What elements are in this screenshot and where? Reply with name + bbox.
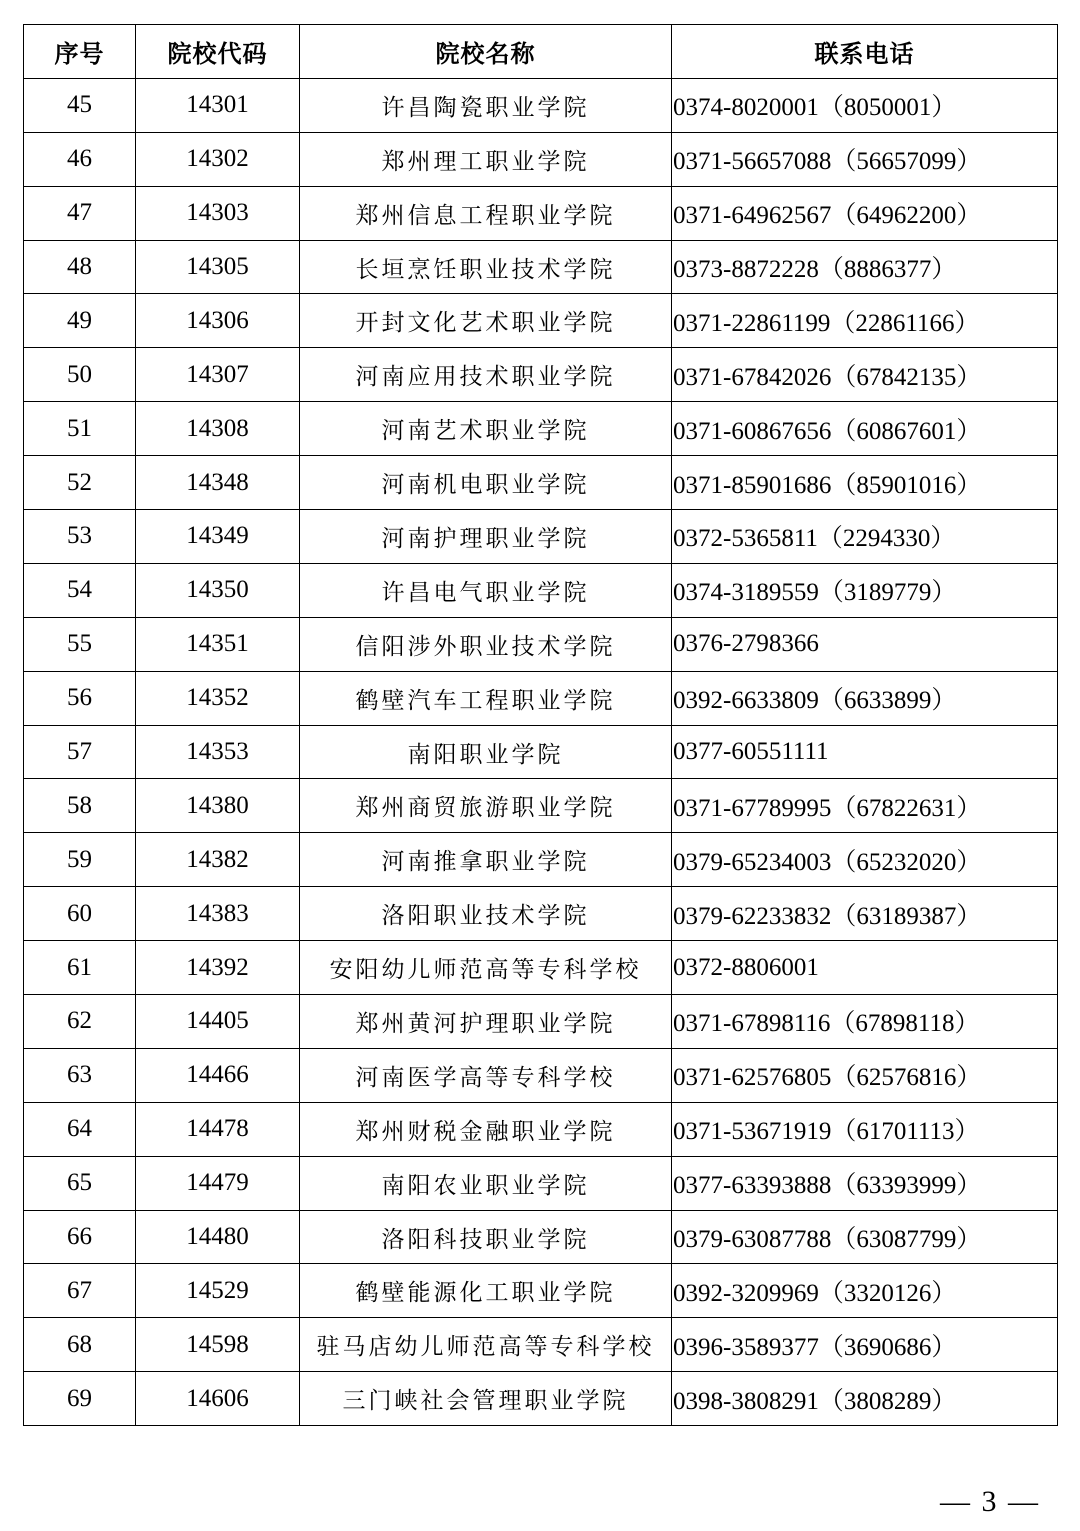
cell-seq: 62: [24, 995, 136, 1049]
cell-phone: 0371-53671919（61701113）: [672, 1102, 1058, 1156]
table-row: [24, 617, 1058, 671]
cell-name: 郑州商贸旅游职业学院: [300, 779, 672, 833]
cell-name: 河南艺术职业学院: [300, 402, 672, 456]
cell-name: 郑州理工职业学院: [300, 132, 672, 186]
cell-code: 14478: [136, 1102, 300, 1156]
cell-phone: 0371-22861199（22861166）: [672, 294, 1058, 348]
table-row: [24, 456, 1058, 510]
table-row: [24, 402, 1058, 456]
cell-phone: 0374-8020001（8050001）: [672, 78, 1058, 132]
table-row: [24, 1318, 1058, 1372]
cell-code: 14353: [136, 725, 300, 779]
table-row: [24, 1156, 1058, 1210]
table-row: [24, 1210, 1058, 1264]
cell-phone: 0396-3589377（3690686）: [672, 1318, 1058, 1372]
cell-seq: 48: [24, 240, 136, 294]
cell-code: 14466: [136, 1048, 300, 1102]
cell-phone: 0371-67842026（67842135）: [672, 348, 1058, 402]
cell-code: 14383: [136, 887, 300, 941]
table-header-row: [24, 25, 1058, 79]
cell-name: 许昌电气职业学院: [300, 563, 672, 617]
cell-phone: 0373-8872228（8886377）: [672, 240, 1058, 294]
cell-code: 14392: [136, 941, 300, 995]
cell-name: 河南推拿职业学院: [300, 833, 672, 887]
cell-code: 14303: [136, 186, 300, 240]
cell-phone: 0376-2798366: [672, 617, 1058, 671]
cell-name: 驻马店幼儿师范高等专科学校: [300, 1318, 672, 1372]
cell-phone: 0371-67898116（67898118）: [672, 995, 1058, 1049]
cell-code: 14302: [136, 132, 300, 186]
table-row: [24, 1372, 1058, 1426]
cell-name: 洛阳科技职业学院: [300, 1210, 672, 1264]
cell-name: 安阳幼儿师范高等专科学校: [300, 941, 672, 995]
cell-seq: 63: [24, 1048, 136, 1102]
cell-name: 鹤壁能源化工职业学院: [300, 1264, 672, 1318]
table-row: [24, 833, 1058, 887]
cell-name: 信阳涉外职业技术学院: [300, 617, 672, 671]
cell-code: 14380: [136, 779, 300, 833]
cell-name: 郑州财税金融职业学院: [300, 1102, 672, 1156]
cell-code: 14349: [136, 510, 300, 564]
cell-phone: 0372-8806001: [672, 941, 1058, 995]
cell-phone: 0372-5365811（2294330）: [672, 510, 1058, 564]
cell-code: 14352: [136, 671, 300, 725]
cell-code: 14307: [136, 348, 300, 402]
header-seq: 序号: [24, 25, 136, 79]
cell-name: 开封文化艺术职业学院: [300, 294, 672, 348]
cell-seq: 67: [24, 1264, 136, 1318]
cell-seq: 52: [24, 456, 136, 510]
cell-name: 河南护理职业学院: [300, 510, 672, 564]
cell-phone: 0379-62233832（63189387）: [672, 887, 1058, 941]
table-body: [24, 78, 1058, 1425]
cell-name: 南阳职业学院: [300, 725, 672, 779]
cell-seq: 51: [24, 402, 136, 456]
cell-phone: 0377-60551111: [672, 725, 1058, 779]
table-row: [24, 78, 1058, 132]
cell-phone: 0374-3189559（3189779）: [672, 563, 1058, 617]
cell-seq: 54: [24, 563, 136, 617]
cell-seq: 60: [24, 887, 136, 941]
cell-seq: 59: [24, 833, 136, 887]
table-row: [24, 887, 1058, 941]
cell-seq: 53: [24, 510, 136, 564]
cell-phone: 0371-85901686（85901016）: [672, 456, 1058, 510]
cell-phone: 0392-6633809（6633899）: [672, 671, 1058, 725]
cell-name: 郑州黄河护理职业学院: [300, 995, 672, 1049]
page-number: — 3 —: [940, 1485, 1040, 1518]
header-code: 院校代码: [136, 25, 300, 79]
cell-name: 三门峡社会管理职业学院: [300, 1372, 672, 1426]
cell-phone: 0371-64962567（64962200）: [672, 186, 1058, 240]
cell-code: 14350: [136, 563, 300, 617]
header-name: 院校名称: [300, 25, 672, 79]
cell-code: 14479: [136, 1156, 300, 1210]
cell-phone: 0379-63087788（63087799）: [672, 1210, 1058, 1264]
table-row: [24, 348, 1058, 402]
table-row: [24, 941, 1058, 995]
cell-name: 河南应用技术职业学院: [300, 348, 672, 402]
cell-code: 14351: [136, 617, 300, 671]
cell-phone: 0371-60867656（60867601）: [672, 402, 1058, 456]
cell-name: 洛阳职业技术学院: [300, 887, 672, 941]
header-phone: 联系电话: [672, 25, 1058, 79]
cell-seq: 46: [24, 132, 136, 186]
school-contact-table-container: [23, 24, 1057, 1426]
cell-name: 南阳农业职业学院: [300, 1156, 672, 1210]
cell-seq: 68: [24, 1318, 136, 1372]
cell-seq: 65: [24, 1156, 136, 1210]
cell-code: 14606: [136, 1372, 300, 1426]
cell-code: 14598: [136, 1318, 300, 1372]
cell-phone: 0398-3808291（3808289）: [672, 1372, 1058, 1426]
cell-phone: 0379-65234003（65232020）: [672, 833, 1058, 887]
table-row: [24, 132, 1058, 186]
cell-seq: 61: [24, 941, 136, 995]
cell-seq: 58: [24, 779, 136, 833]
cell-seq: 55: [24, 617, 136, 671]
cell-seq: 69: [24, 1372, 136, 1426]
table-row: [24, 240, 1058, 294]
cell-code: 14405: [136, 995, 300, 1049]
cell-seq: 56: [24, 671, 136, 725]
cell-phone: 0371-56657088（56657099）: [672, 132, 1058, 186]
cell-phone: 0371-67789995（67822631）: [672, 779, 1058, 833]
cell-code: 14382: [136, 833, 300, 887]
cell-seq: 50: [24, 348, 136, 402]
cell-code: 14348: [136, 456, 300, 510]
cell-seq: 57: [24, 725, 136, 779]
school-contact-table: [23, 24, 1058, 1426]
cell-code: 14529: [136, 1264, 300, 1318]
cell-seq: 49: [24, 294, 136, 348]
table-row: [24, 510, 1058, 564]
table-row: [24, 186, 1058, 240]
cell-code: 14308: [136, 402, 300, 456]
cell-code: 14306: [136, 294, 300, 348]
cell-name: 河南机电职业学院: [300, 456, 672, 510]
cell-phone: 0371-62576805（62576816）: [672, 1048, 1058, 1102]
cell-name: 河南医学高等专科学校: [300, 1048, 672, 1102]
cell-name: 长垣烹饪职业技术学院: [300, 240, 672, 294]
table-row: [24, 294, 1058, 348]
table-row: [24, 995, 1058, 1049]
table-row: [24, 725, 1058, 779]
table-row: [24, 779, 1058, 833]
cell-seq: 66: [24, 1210, 136, 1264]
cell-code: 14480: [136, 1210, 300, 1264]
cell-code: 14301: [136, 78, 300, 132]
cell-name: 郑州信息工程职业学院: [300, 186, 672, 240]
cell-seq: 45: [24, 78, 136, 132]
cell-name: 鹤壁汽车工程职业学院: [300, 671, 672, 725]
cell-code: 14305: [136, 240, 300, 294]
table-row: [24, 1102, 1058, 1156]
cell-phone: 0377-63393888（63393999）: [672, 1156, 1058, 1210]
cell-seq: 47: [24, 186, 136, 240]
cell-name: 许昌陶瓷职业学院: [300, 78, 672, 132]
table-row: [24, 1048, 1058, 1102]
table-row: [24, 1264, 1058, 1318]
cell-seq: 64: [24, 1102, 136, 1156]
table-row: [24, 563, 1058, 617]
cell-phone: 0392-3209969（3320126）: [672, 1264, 1058, 1318]
table-row: [24, 671, 1058, 725]
